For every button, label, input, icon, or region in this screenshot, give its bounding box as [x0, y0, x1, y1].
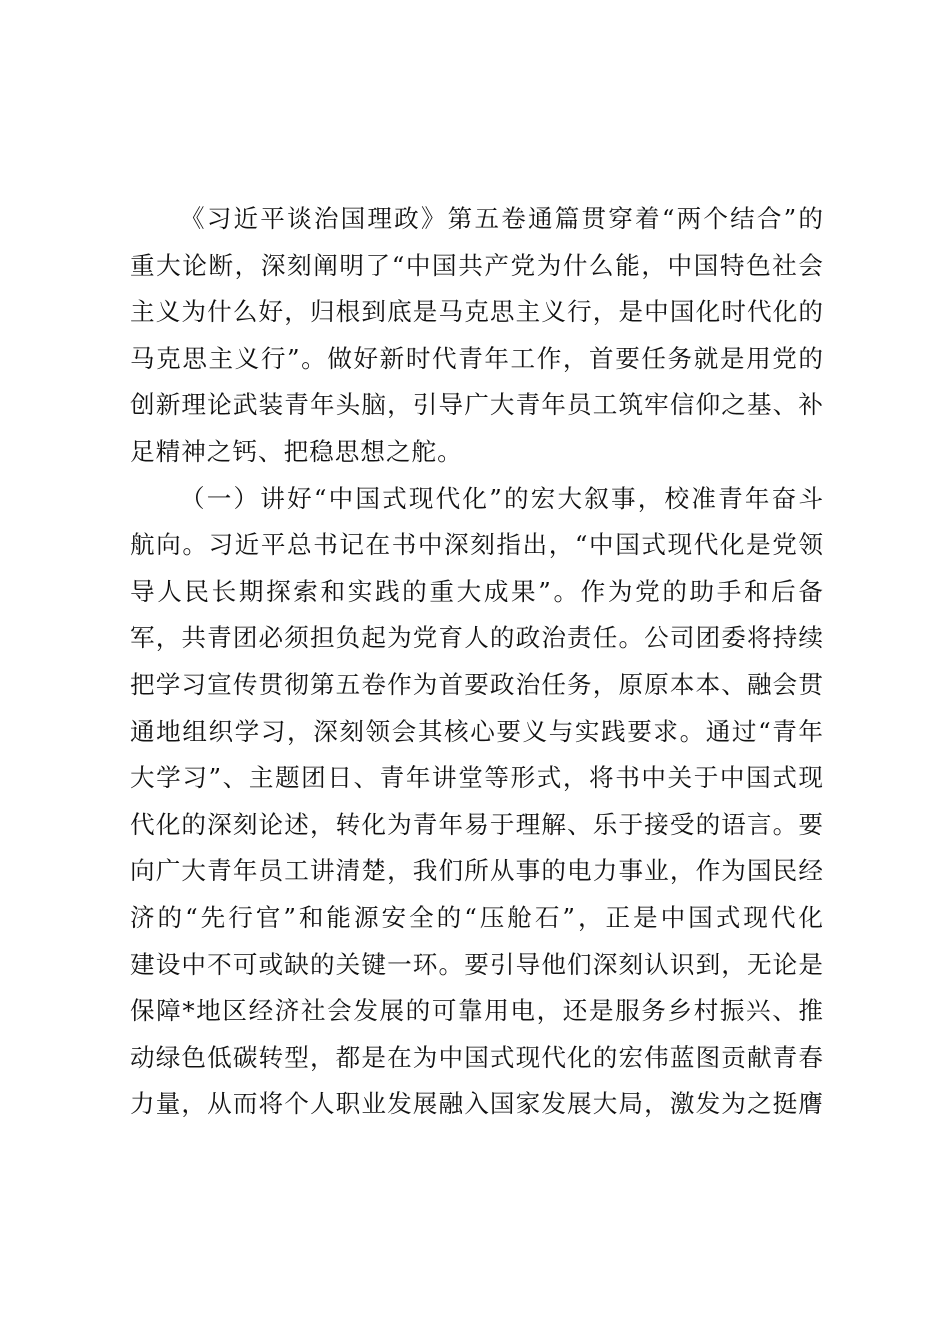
text-line: 导人民长期探索和实践的重大成果”。作为党的助手和后备 [130, 576, 824, 606]
text-line: 济的“先行官”和能源安全的“压舱石”，正是中国式现代化 [130, 902, 824, 932]
text-line: 重大论断，深刻阐明了“中国共产党为什么能，中国特色社会 [130, 250, 824, 280]
text-line: 主义为什么好，归根到底是马克思主义行，是中国化时代化的 [130, 297, 824, 327]
text-line: 通地组织学习，深刻领会其核心要义与实践要求。通过“青年 [130, 716, 824, 746]
text-line: 足精神之钙、把稳思想之舵。 [130, 436, 463, 466]
text-line: 把学习宣传贯彻第五卷作为首要政治任务，原原本本、融会贯 [130, 669, 824, 699]
text-line: 力量，从而将个人职业发展融入国家发展大局，激发为之挺膺 [130, 1089, 824, 1119]
text-line: 军，共青团必须担负起为党育人的政治责任。公司团委将持续 [130, 623, 824, 653]
text-line: （一）讲好“中国式现代化”的宏大叙事，校准青年奋斗 [180, 483, 824, 513]
paragraph-intro [130, 196, 824, 476]
text-line: 航向。习近平总书记在书中深刻指出，“中国式现代化是党领 [130, 530, 824, 560]
text-line: 《习近平谈治国理政》第五卷通篇贯穿着“两个结合”的 [180, 204, 824, 233]
text-line: 代化的深刻论述，转化为青年易于理解、乐于接受的语言。要 [130, 809, 824, 839]
text-line: 大学习”、主题团日、青年讲堂等形式，将书中关于中国式现 [130, 763, 824, 793]
text-line: 保障*地区经济社会发展的可靠用电，还是服务乡村振兴、推 [130, 996, 824, 1026]
document-body [130, 196, 824, 1128]
text-line: 动绿色低碳转型，都是在为中国式现代化的宏伟蓝图贡献青春 [130, 1042, 824, 1072]
text-line: 建设中不可或缺的关键一环。要引导他们深刻认识到，无论是 [130, 949, 824, 979]
text-line: 创新理论武装青年头脑，引导广大青年员工筑牢信仰之基、补 [130, 390, 824, 420]
text-line: 马克思主义行”。做好新时代青年工作，首要任务就是用党的 [130, 343, 824, 373]
text-line: 向广大青年员工讲清楚，我们所从事的电力事业，作为国民经 [130, 856, 824, 886]
paragraph-section-1 [130, 476, 824, 1128]
